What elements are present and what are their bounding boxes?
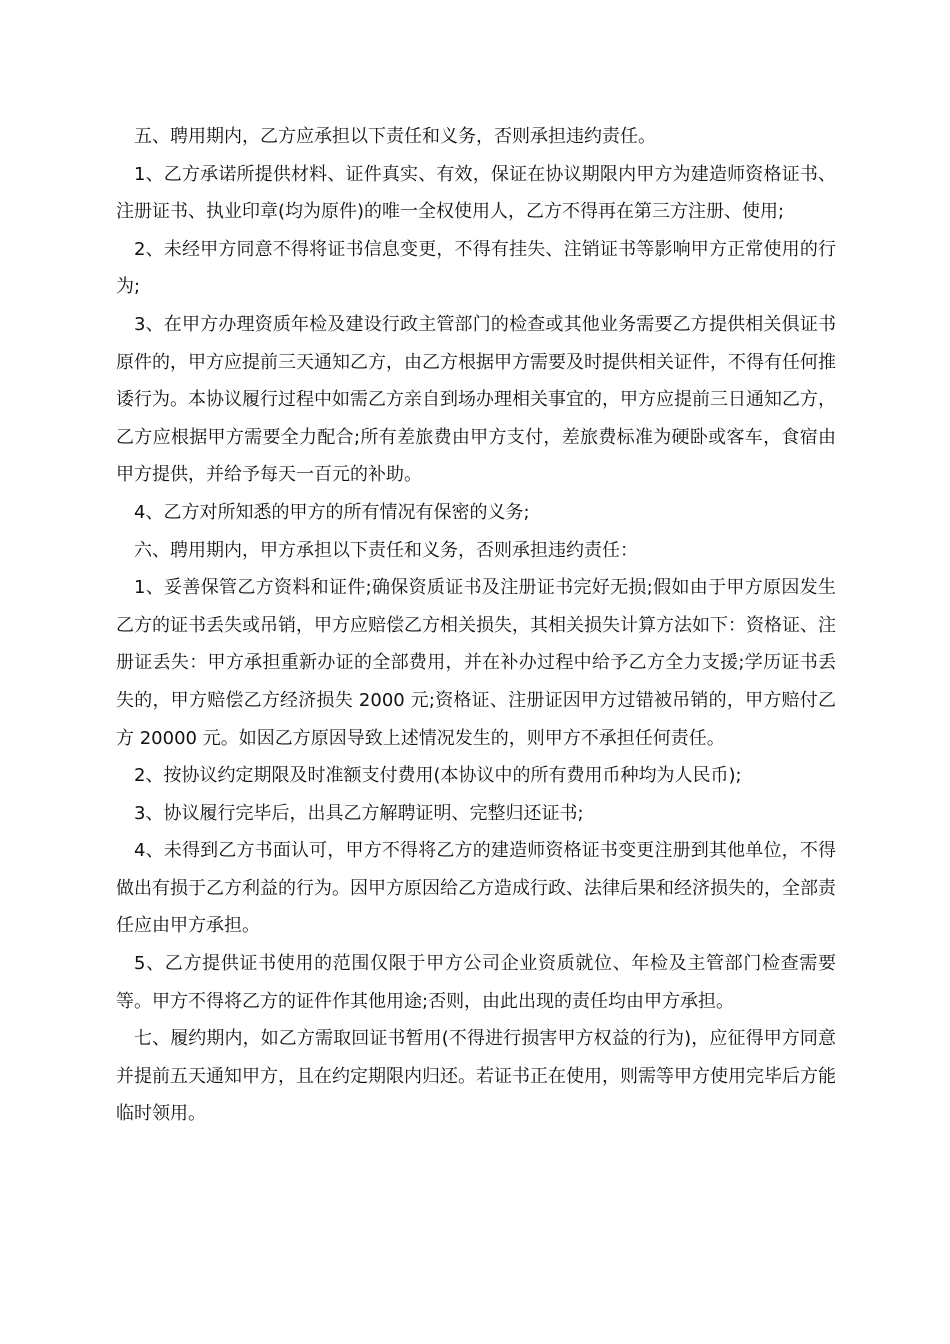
section-six-item-4: 4、未得到乙方书面认可，甲方不得将乙方的建造师资格证书变更注册到其他单位，不得做出有损于乙方利益的行为。因甲方原因给乙方造成行政、法律后果和经济损失的，全部责任应由甲方承担。	[116, 840, 836, 937]
section-six-item-2: 2、按协议约定期限及时准额支付费用(本协议中的所有费用币种均为人民币);	[134, 765, 742, 787]
section-six-heading: 六、聘用期内，甲方承担以下责任和义务，否则承担违约责任：	[134, 539, 638, 561]
document-body	[116, 118, 836, 1133]
section-five-item-4: 4、乙方对所知悉的甲方的所有情况有保密的义务;	[134, 501, 530, 523]
section-five-item-3: 3、在甲方办理资质年检及建设行政主管部门的检查或其他业务需要乙方提供相关俱证书原件的，甲方应提前三天通知乙方，由乙方根据甲方需要及时提供相关证件，不得有任何推诿行为。本协议履行过程中如需乙方亲自到场办理相关事宜的，甲方应提前三日通知乙方，乙方应根据甲方需要全力配合;所有差旅费由甲方支付，差旅费标准为硬卧或客车，食宿由甲方提供，并给予每天一百元的补助。	[116, 313, 836, 486]
section-five-item-2: 2、未经甲方同意不得将证书信息变更，不得有挂失、注销证书等影响甲方正常使用的行为;	[116, 238, 836, 298]
section-six-item-5: 5、乙方提供证书使用的范围仅限于甲方公司企业资质就位、年检及主管部门检查需要等。甲方不得将乙方的证件作其他用途;否则，由此出现的责任均由甲方承担。	[116, 953, 836, 1012]
section-five-heading: 五、聘用期内，乙方应承担以下责任和义务，否则承担违约责任。	[134, 126, 656, 147]
section-six-item-1: 1、妥善保管乙方资料和证件;确保资质证书及注册证书完好无损;假如由于甲方原因发生乙方的证书丢失或吊销，甲方应赔偿乙方相关损失，其相关损失计算方法如下：资格证、注册证丢失：甲方承担重新办证的全部费用，并在补办过程中给予乙方全力支援;学历证书丢失的，甲方赔偿乙方经济损失 2000 元;资格证、注册证因甲方过错被吊销的，甲方赔付乙方 20000 元。如因乙方原因导致上述情况发生的，则甲方不承担任何责任。	[116, 577, 837, 749]
section-six-item-3: 3、协议履行完毕后，出具乙方解聘证明、完整归还证书;	[134, 802, 584, 824]
section-five-item-1: 1、乙方承诺所提供材料、证件真实、有效，保证在协议期限内甲方为建造师资格证书、注册证书、执业印章(均为原件)的唯一全权使用人，乙方不得再在第三方注册、使用;	[116, 163, 836, 223]
section-seven-paragraph: 七、履约期内，如乙方需取回证书暂用(不得进行损害甲方权益的行为)，应征得甲方同意并提前五天通知甲方，且在约定期限内归还。若证书正在使用，则需等甲方使用完毕后方能临时领用。	[116, 1028, 836, 1125]
